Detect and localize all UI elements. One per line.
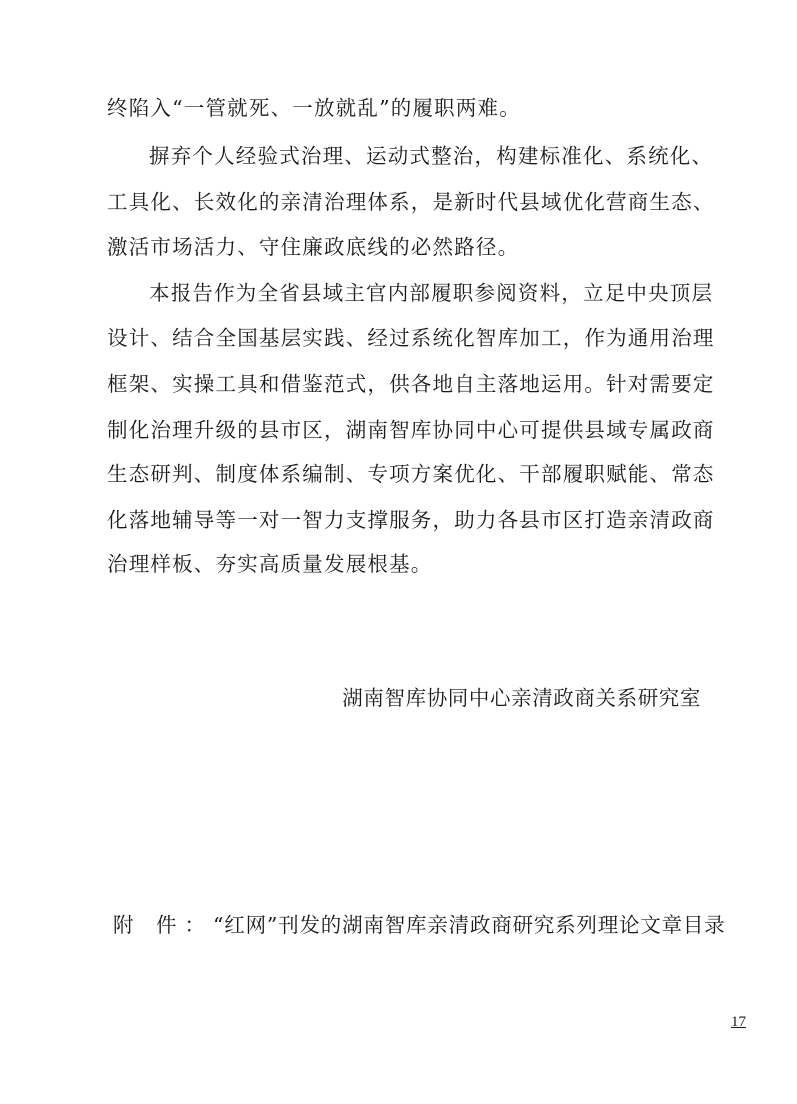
- paragraph-line: 工具化、长效化的亲清治理体系，是新时代县域优化营商生态、: [107, 190, 715, 214]
- paragraph-line: 框架、实操工具和借鉴范式，供各地自主落地运用。针对需要定: [107, 372, 715, 396]
- attachment-text: “红网”刊发的湖南智库亲清政商研究系列理论文章目录: [213, 913, 726, 937]
- page-number: 17: [731, 1014, 746, 1030]
- paragraph-line: 制化治理升级的县市区，湖南智库协同中心可提供县域专属政商: [107, 418, 715, 442]
- attachment-line: [113, 913, 726, 937]
- paragraph-line: 设计、结合全国基层实践、经过系统化智库加工，作为通用治理: [107, 326, 715, 350]
- paragraph-line: 生态研判、制度体系编制、专项方案优化、干部履职赋能、常态: [107, 462, 715, 486]
- signature: 湖南智库协同中心亲清政商关系研究室: [342, 686, 701, 710]
- paragraph-line: 化落地辅导等一对一智力支撑服务，助力各县市区打造亲清政商: [107, 508, 715, 532]
- attachment-label: 附 件：: [113, 913, 214, 937]
- paragraph-line: 激活市场活力、守住廉政底线的必然路径。: [107, 235, 520, 259]
- paragraph-line: 治理样板、夯实高质量发展根基。: [107, 552, 433, 576]
- paragraph-line: 本报告作为全省县域主官内部履职参阅资料，立足中央顶层: [149, 281, 714, 305]
- paragraph-line: 摒弃个人经验式治理、运动式整治，构建标准化、系统化、: [149, 144, 714, 168]
- paragraph-line: 终陷入“一管就死、一放就乱”的履职两难。: [107, 96, 521, 120]
